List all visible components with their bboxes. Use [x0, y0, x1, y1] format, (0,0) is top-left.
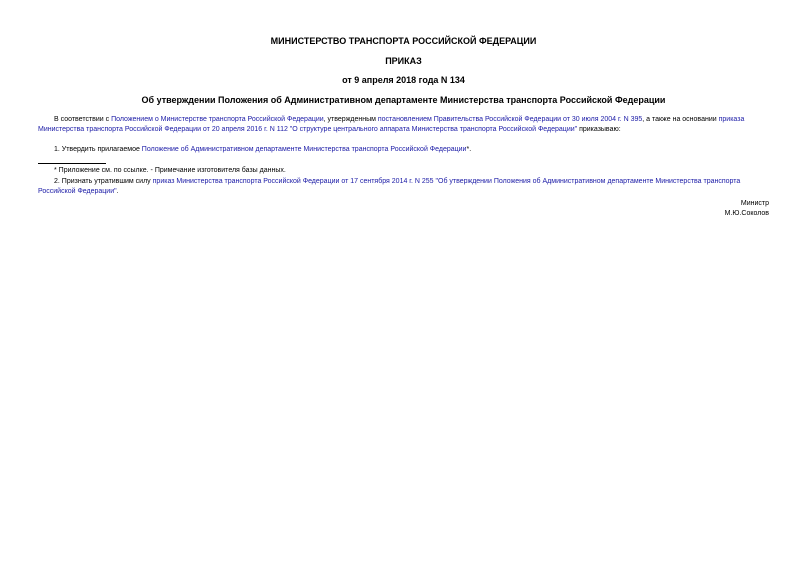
preamble-text-1: В соответствии с: [54, 116, 112, 123]
link-department-regulation[interactable]: Положение об Административном департаменте Министерства транспорта Российской Федерации: [141, 146, 467, 153]
item-1-paragraph: [38, 145, 769, 155]
item-2-text-1: 2. Признать утратившим силу: [54, 178, 153, 185]
item-1-text-2: *.: [466, 146, 472, 153]
document-page: [38, 0, 769, 571]
link-government-decree[interactable]: постановлением Правительства Российской Федерации от 30 июля 2004 г. N 395: [377, 116, 643, 123]
link-structure-order[interactable]: приказа Министерства транспорта Российской Федерации от 20 апреля 2016 г. N 112 "О структуре центрального аппарата Министерства транспорта Российской Федерации": [38, 116, 745, 133]
preamble-text-4: приказываю:: [577, 126, 621, 133]
link-repealed-order[interactable]: приказ Министерства транспорта Российской Федерации от 17 сентября 2014 г. N 255 "Об утверждении Положения об Административном департаменте Министерства транспорта Российской Федерации": [38, 178, 741, 195]
signature-position: Министр: [740, 200, 769, 207]
footnote-divider: [38, 163, 106, 164]
preamble-paragraph: [38, 115, 769, 135]
document-title: Об утверждении Положения об Административном департаменте Министерства транспорта Российской Федерации: [141, 95, 666, 105]
item-1-text-1: 1. Утвердить прилагаемое: [54, 146, 142, 153]
document-type: ПРИКАЗ: [385, 56, 422, 66]
ministry-heading: МИНИСТЕРСТВО ТРАНСПОРТА РОССИЙСКОЙ ФЕДЕРАЦИИ: [270, 36, 537, 46]
footnote: * Приложение см. по ссылке. - Примечание изготовителя базы данных.: [54, 167, 286, 174]
preamble-text-2: , утвержденным: [323, 116, 378, 123]
document-date-number: от 9 апреля 2018 года N 134: [342, 75, 465, 85]
preamble-text-3: , а также на основании: [642, 116, 719, 123]
item-2-paragraph: [38, 177, 769, 197]
link-ministry-regulation[interactable]: Положением о Министерстве транспорта Российской Федерации: [111, 116, 324, 123]
item-2-text-2: .: [116, 188, 119, 195]
signature-name: М.Ю.Соколов: [724, 210, 769, 217]
